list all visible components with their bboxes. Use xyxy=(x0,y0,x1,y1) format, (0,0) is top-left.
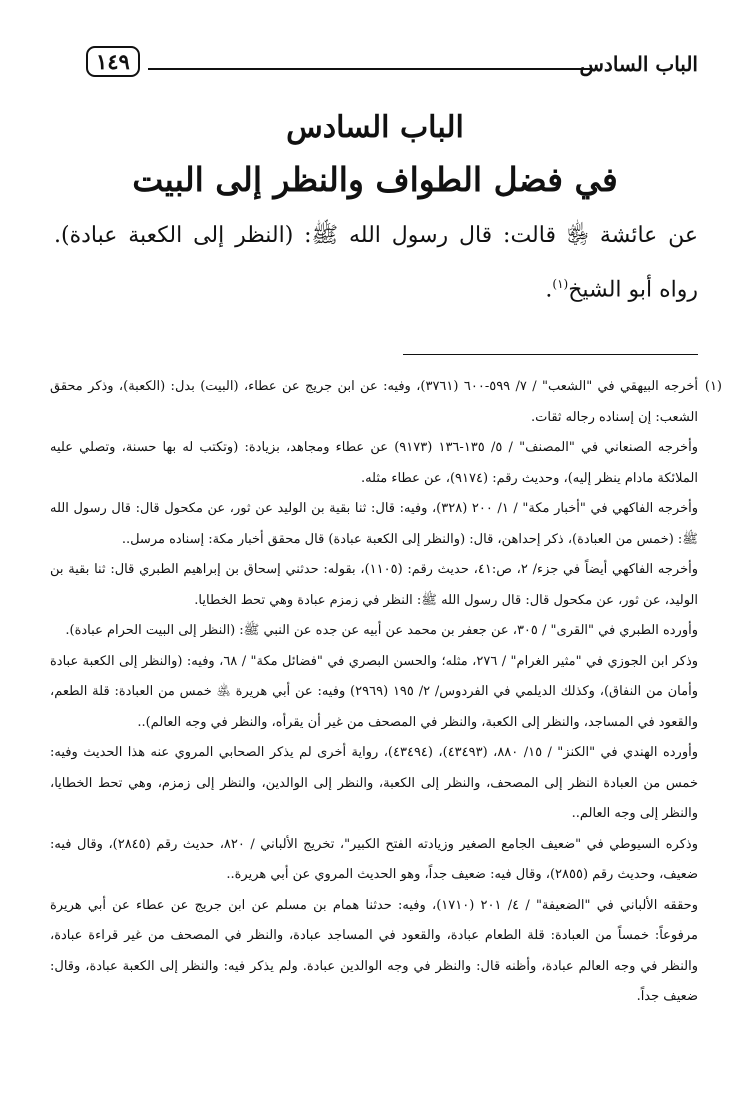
page-header xyxy=(86,44,698,84)
footnote-paragraph: وأخرجه الصنعاني في "المصنف" / ٥/ ١٣٥-١٣٦ (٩١٧٣) عن عطاء ومجاهد، بزيادة: (وتكتب له بها حسنة، وتصلي عليه الملائكة مادام ينظر إليه)، وحديث رقم: (٩١٧٤)، عن عطاء مثله. xyxy=(50,440,698,486)
footnote-paragraph: وحققه الألباني في "الضعيفة" / ٤/ ٢٠١ (١٧١٠)، وفيه: حدثنا همام بن مسلم عن ابن جريج عن عطاء عن أبي هريرة مرفوعاً: خمساً من العبادة: قلة الطعام عبادة، والقعود في المساجد عبادة، والنظر في المصحف من غير قراءة عبادة، والنظر في وجه العالم عبادة، وأظنه قال: والنظر في وجه الوالدين عبادة. ولم يذكر فيه: والنظر إلى الكعبة عبادة، وقال: ضعيف جداً. xyxy=(50,897,698,1004)
footnote-separator xyxy=(403,354,698,355)
main-text xyxy=(54,212,698,314)
footnote-paragraph: وأورده الهندي في "الكنز" / ١٥/ ٨٨٠، (٤٣٤٩٣)، (٤٣٤٩٤)، رواية أخرى لم يذكر الصحابي المروي عنه هذا الحديث وفيه: خمس من العبادة النظر إلى المصحف، والنظر إلى الكعبة، والنظر إلى الوالدين، والنظر إلى زمزم، وهي تحط الخطايا، والنظر إلى وجه العالم.. xyxy=(50,745,698,821)
section-title: في فضل الطواف والنظر إلى البيت xyxy=(132,160,618,199)
header-rule xyxy=(148,68,590,70)
page-number: ١٤٩ xyxy=(86,46,140,77)
footnote-paragraph: وأخرجه الفاكهي في "أخبار مكة" / ١/ ٢٠٠ (٣٢٨)، وفيه: قال: ثنا بقية بن الوليد عن ثور، عن مكحول قال: قال رسول الله ﷺ: (خمس من العبادة)، ذكر إحداهن، قال: (والنظر إلى الكعبة عبادة) قال محقق أخبار مكة: إسناده مرسل.. xyxy=(50,501,698,547)
running-title: الباب السادس xyxy=(579,52,698,76)
footnote-paragraph: وذكر ابن الجوزي في "مثير الغرام" / ٢٧٦، مثله؛ والحسن البصري في "فضائل مكة" / ٦٨، وفيه: (والنظر إلى الكعبة عبادة وأمان من النفاق)، وكذلك الديلمي في الفردوس/ ٢/ ١٩٥ (٢٩٦٩) وفيه: عن أبي هريرة ﵁ خمس من العبادة: قلة الطعم، والقعود في المساجد، والنظر إلى الكعبة، والنظر في المصحف من غير أن يقرأه، والنظر في وجه العالم).. xyxy=(50,653,699,730)
footnote-paragraph: وأخرجه الفاكهي أيضاً في جزء/ ٢، ص:٤١، حديث رقم: (١١٠٥)، بقوله: حدثني إسحاق بن إبراهيم الطبري قال: ثنا بقية بن الوليد، عن ثور، عن مكحول قال: قال رسول الله ﷺ: النظر في زمزم عبادة وهي تحط الخطايا. xyxy=(50,562,699,608)
main-text-body: عن عائشة ﵂ قالت: قال رسول الله ﷺ: (النظر إلى الكعبة عبادة). رواه أبو الشيخ xyxy=(54,223,698,303)
footnotes xyxy=(50,372,722,1013)
footnote-text: أخرجه البيهقي في "الشعب" / ٧/ ٥٩٩-٦٠٠ (٣٧٦١)، وفيه: عن ابن جريج عن عطاء، (البيت) بدل: (الكعبة)، وذكر محقق الشعب: إن إسناده رجاله ثقات. xyxy=(50,379,698,425)
chapter-title: الباب السادس xyxy=(286,110,464,145)
footnote-paragraph: وأورده الطبري في "القرى" / ٣٠٥، عن جعفر بن محمد عن أبيه عن جده عن النبي ﷺ: (النظر إلى البيت الحرام عبادة). xyxy=(65,623,698,638)
main-text-end: . xyxy=(545,277,553,303)
footnote-number: (١) xyxy=(704,379,722,394)
footnote-reference[interactable]: (١) xyxy=(552,277,569,291)
footnote-paragraph xyxy=(50,372,722,433)
footnote-paragraph: وذكره السيوطي في "ضعيف الجامع الصغير وزيادته الفتح الكبير"، تخريج الألباني / ٨٢٠، حديث رقم (٢٨٤٥)، وقال فيه: ضعيف، وحديث رقم (٢٨٥٥)، وقال فيه: ضعيف جداً، وهو الحديث المروي عن أبي هريرة.. xyxy=(50,836,698,882)
